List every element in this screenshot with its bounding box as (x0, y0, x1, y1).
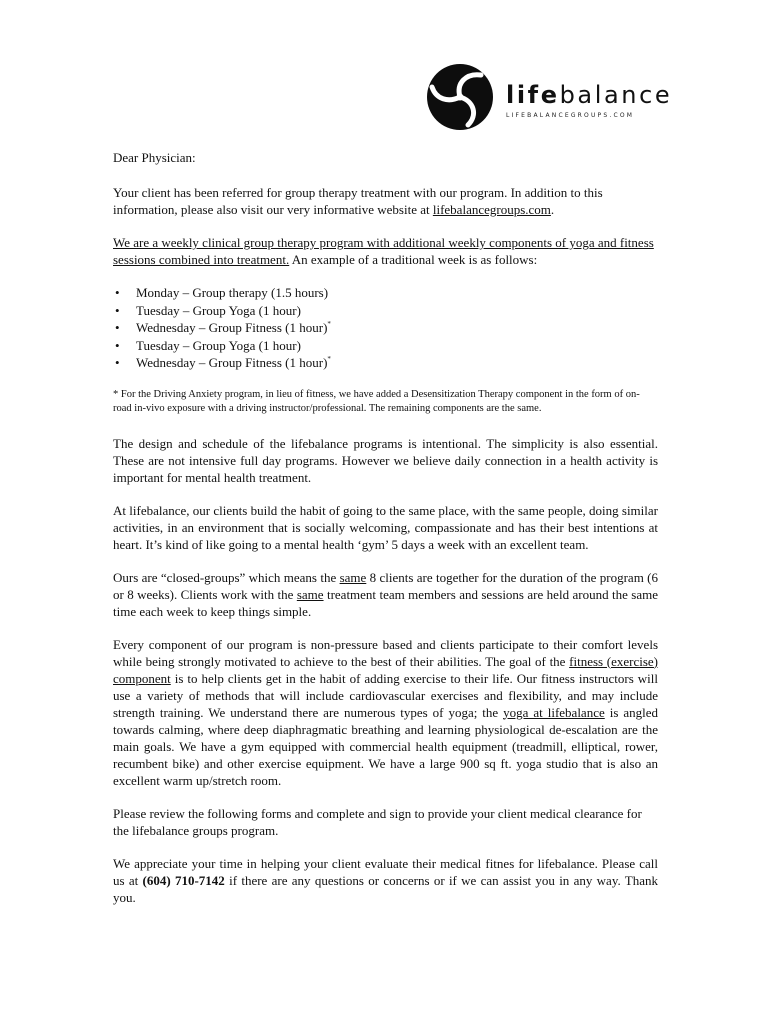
closing-text-b: if there are any questions or concerns or if we can assist you in any way. Thank you. (113, 872, 658, 905)
schedule-item (113, 284, 658, 302)
schedule-item-mark: * (327, 355, 331, 363)
closed-same-2: same (296, 586, 324, 602)
component-text-c: is angled towards calming, where deep diaphragmatic breathing and learning physiological de-escalation are the main goals. We have a gym equipped with commercial health equipment (treadmill, elliptical, rower, recumbent bike) and other exercise equipment. We have a large 900 sq ft. yoga studio that is also an excellent warm up/stretch room. (113, 704, 659, 788)
closed-text-c: treatment team members and sessions are held around the same time each week to keep things simple. (113, 586, 658, 619)
logo-word-balance: balance (559, 81, 673, 109)
fitness-component-underlined: fitness (exercise) component (113, 653, 659, 686)
phone-number: (604) 710-7142 (142, 872, 225, 888)
closed-groups-paragraph (113, 569, 658, 620)
schedule-item (113, 354, 658, 372)
logo-word-life: life (506, 81, 560, 109)
website-link[interactable]: lifebalancegroups.com (432, 202, 551, 217)
schedule-item-text: Monday – Group therapy (1.5 hours) (136, 285, 329, 300)
components-paragraph (113, 636, 658, 789)
review-paragraph: Please review the following forms and complete and sign to provide your client medical clearance for the lifebalance groups program. (113, 805, 642, 838)
component-text-a: Every component of our program is non-pressure based and clients participate to their comfort levels while being strongly motivated to achieve to the best of their abilities. The goal of the (113, 636, 658, 669)
schedule-item-mark: * (327, 320, 331, 328)
closed-same-1: same (339, 569, 367, 585)
schedule-item (113, 337, 658, 355)
schedule-item (113, 319, 658, 337)
bullet-icon: • (115, 355, 120, 370)
intro-text: Your client has been referred for group therapy treatment with our program. In addition to this information, please also visit our very informative website at (113, 185, 603, 217)
schedule-item (113, 302, 658, 320)
program-rest: An example of a traditional week is as follows: (289, 252, 538, 267)
schedule-item-text: Wednesday – Group Fitness (1 hour) (136, 320, 328, 335)
program-paragraph (113, 234, 658, 268)
component-text-b: is to help clients get in the habit of adding exercise to their life. Our fitness instructors will use a variety of methods that will include cardiovascular exercises and flexibility, and may include strength training. We understand there are numerous types of yoga; the (113, 670, 658, 720)
schedule-item-text: Tuesday – Group Yoga (1 hour) (136, 302, 301, 318)
intro-end: . (550, 202, 555, 217)
bullet-icon: • (115, 320, 120, 335)
schedule-item-text: Tuesday – Group Yoga (1 hour) (136, 337, 301, 353)
driving-anxiety-footnote: * For the Driving Anxiety program, in lieu of fitness, we have added a Desensitization Therapy component in the form of on-road in-vivo exposure with a driving instructor/professional. The remaining components are the same. (113, 388, 640, 414)
closing-paragraph (113, 855, 658, 906)
salutation: Dear Physician: (113, 150, 196, 165)
bullet-icon: • (115, 337, 120, 353)
logo-wordmark (506, 81, 672, 109)
logo-url: LIFEBALANCEGROUPS.COM (506, 112, 635, 119)
schedule-item-text: Wednesday – Group Fitness (1 hour) (136, 355, 328, 370)
yoga-underlined: yoga at lifebalance (503, 704, 605, 720)
letter-body (113, 149, 658, 922)
lifebalance-swirl-logo-icon (426, 63, 494, 131)
bullet-icon: • (115, 285, 120, 300)
habit-paragraph: At lifebalance, our clients build the habit of going to the same place, with the same people, doing similar activities, in an environment that is socially welcoming, compassionate and has their best intentions at heart. It’s kind of like going to a mental health ‘gym’ 5 days a week with an excellent team. (113, 502, 658, 552)
weekly-schedule-list (113, 284, 658, 372)
design-paragraph: The design and schedule of the lifebalance programs is intentional. The simplicity is also essential. These are not intensive full day programs. However we believe daily connection in a health activity is important for mental health treatment. (113, 435, 658, 485)
intro-paragraph (113, 184, 658, 218)
closed-text-b: 8 clients are together for the duration of the program (6 or 8 weeks). Clients work with the (113, 569, 658, 602)
bullet-icon: • (115, 302, 120, 318)
closing-text-a: We appreciate your time in helping your client evaluate their medical fitnes for lifebalance. Please call us at (113, 855, 658, 888)
program-underlined: We are a weekly clinical group therapy program with additional weekly components of yoga and fitness sessions combined into treatment. (113, 235, 654, 267)
closed-text-a: Ours are “closed-groups” which means the (113, 569, 340, 585)
lifebalance-logo (426, 63, 673, 133)
